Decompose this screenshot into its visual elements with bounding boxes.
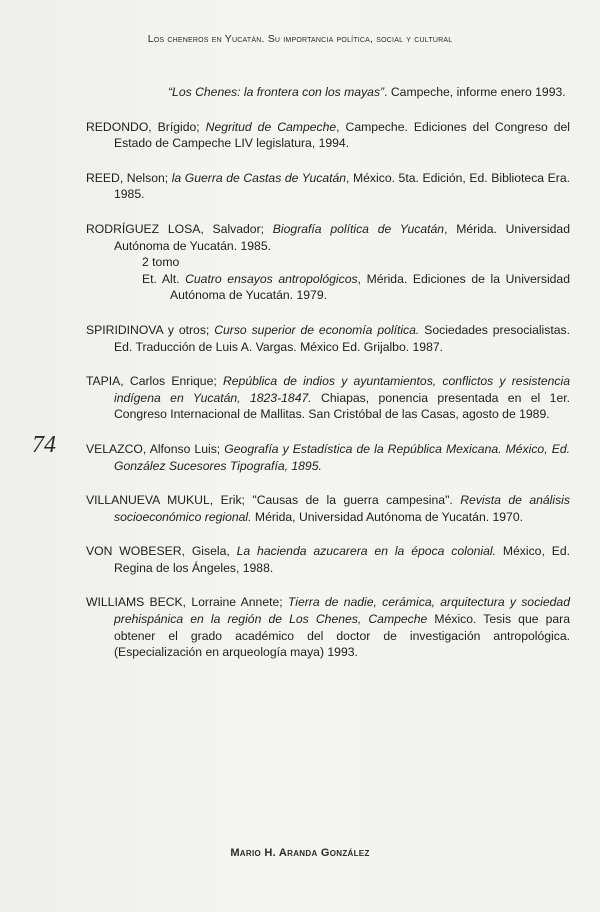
entry-title: la Guerra de Castas de Yucatán — [171, 170, 347, 185]
entry-author: REED, Nelson; — [86, 170, 172, 185]
page-number: 74 — [32, 432, 56, 458]
running-head: Los cheneros en Yucatán. Su importancia política, social y cultural — [147, 33, 453, 45]
continuation-title: “Los Chenes: la frontera con los mayas” — [168, 85, 385, 99]
bibliography-entry-velazco — [86, 441, 570, 474]
entry-publication: , Mérida. Universidad Autónoma de Yucatán. 1985. — [114, 221, 570, 253]
entry-publication: México. Tesis que para obtener el grado académico del doctor de investigación antropológica. (Especialización en arqueología maya) 1993. — [114, 612, 570, 660]
entry-author: TAPIA, Carlos Enrique; — [86, 374, 223, 389]
entry-author: VON WOBESER, Gisela, — [86, 544, 237, 559]
entry-author: VILLANUEVA MUKUL, Erik; "Causas de la guerra campesina". — [86, 493, 461, 508]
related-prefix: Et. Alt. — [142, 271, 186, 286]
entry-title: La hacienda azucarera en la época colonial. — [236, 544, 496, 559]
entry-author: RODRÍGUEZ LOSA, Salvador; — [86, 221, 273, 236]
entry-title: República de indios y ayuntamientos, conflictos y resistencia indígena en Yucatán, 1823-1847. — [114, 374, 570, 405]
bibliography-entry-reed — [86, 170, 570, 203]
entry-volumes: 2 tomo — [142, 255, 180, 270]
entry-title: Negritud de Campeche — [205, 119, 337, 134]
entry-title: Geografía y Estadística de la República Mexicana. México, Ed. González Sucesores Tipografía, 1895. — [114, 441, 570, 473]
bibliography-entry-von-wobeser — [86, 543, 570, 576]
bibliography-entry-rodriguez-losa — [86, 221, 570, 304]
bibliography-entry-redondo — [86, 119, 570, 152]
entry-author: WILLIAMS BECK, Lorraine Annete; — [86, 595, 288, 610]
entry-title: Curso superior de economía política. — [214, 322, 420, 337]
bibliography-entry-tapia — [86, 373, 570, 423]
entry-title: Revista de análisis socioeconómico regional. — [114, 493, 570, 524]
page-footer-author: Mario H. Aranda González — [230, 847, 370, 859]
entry-publication: Sociedades presocialistas. Ed. Traducción de Luis A. Vargas. México Ed. Grijalbo. 1987. — [114, 322, 570, 354]
continuation-rest: . Campeche, informe enero 1993. — [384, 85, 566, 99]
continuation-line — [86, 84, 570, 101]
entry-publication: , México. 5ta. Edición, Ed. Biblioteca Era. 1985. — [114, 170, 570, 202]
entry-title: Tierra de nadie, cerámica, arquitectura y sociedad prehispánica en la región de Los Chenes, Campeche — [114, 595, 570, 627]
entry-author: VELAZCO, Alfonso Luis; — [86, 441, 225, 456]
bibliography-list — [86, 84, 570, 679]
related-publication: , Mérida. Ediciones de la Universidad Autónoma de Yucatán. 1979. — [170, 271, 570, 303]
bibliography-entry-williams-beck — [86, 594, 570, 660]
entry-publication: México, Ed. Regina de los Ángeles, 1988. — [114, 544, 570, 575]
entry-related-work — [114, 271, 570, 304]
bibliography-entry-villanueva — [86, 492, 570, 525]
entry-publication: Chiapas, ponencia presentada en el 1er. Congreso Internacional de Mallitas. San Cristóbal de las Casas, agosto de 1989. — [114, 390, 570, 422]
related-title: Cuatro ensayos antropológicos — [185, 271, 358, 286]
bibliography-entry-spiridinova — [86, 322, 570, 355]
entry-author: REDONDO, Brígido; — [86, 119, 206, 134]
entry-title: Biografía política de Yucatán — [272, 221, 445, 236]
entry-publication: Mérida, Universidad Autónoma de Yucatán. 1970. — [251, 509, 523, 524]
entry-author: SPIRIDINOVA y otros; — [86, 322, 215, 337]
entry-publication: , Campeche. Ediciones del Congreso del Estado de Campeche LIV legislatura, 1994. — [114, 119, 570, 151]
